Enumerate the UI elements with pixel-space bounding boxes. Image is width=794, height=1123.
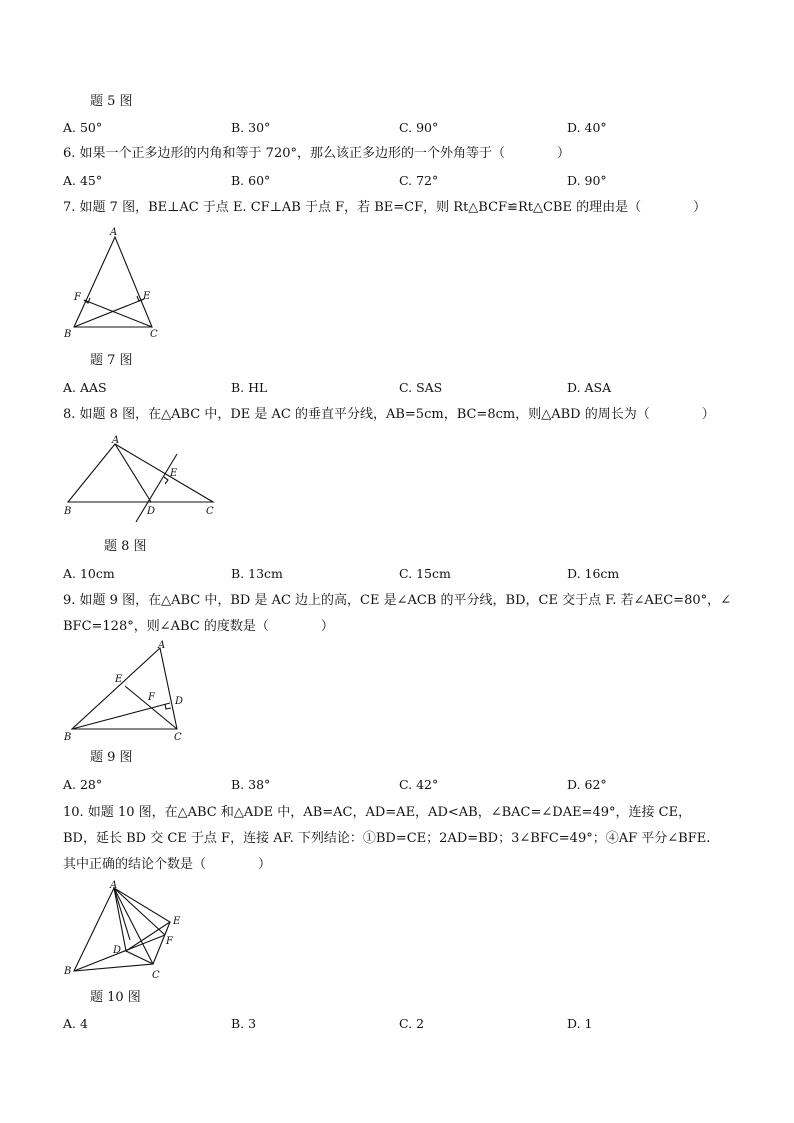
q9-label-b: B — [64, 732, 72, 743]
q9-option-b: B. 38° — [231, 777, 271, 792]
q10-label-e: E — [173, 916, 181, 927]
q9-option-c: C. 42° — [399, 777, 439, 792]
q8-figure-caption: 题 8 图 — [104, 539, 147, 554]
q7-segment-cf — [84, 300, 152, 327]
q8-label-e: E — [170, 468, 178, 479]
q8-segment-ad — [115, 444, 151, 502]
q10-option-b: B. 3 — [231, 1016, 257, 1031]
q10-option-c: C. 2 — [399, 1016, 425, 1031]
q7-label-b: B — [64, 329, 72, 340]
q6-option-d: D. 90° — [567, 173, 607, 188]
q7-figure-caption: 题 7 图 — [90, 353, 133, 368]
q5-option-c: C. 90° — [399, 120, 439, 135]
q9-option-d: D. 62° — [567, 777, 607, 792]
q7-label-c: C — [150, 329, 158, 340]
q8-option-a: A. 10cm — [63, 566, 115, 581]
q10-question-text-line2: BD，延长 BD 交 CE 于点 F，连接 AF. 下列结论：①BD=CE；2AD=BD；3∠BFC=49°；④AF 平分∠BFE. — [63, 831, 711, 846]
q9-triangle-figure — [60, 640, 195, 745]
q10-label-f: F — [166, 936, 173, 947]
q9-question-text-line2: BFC=128°，则∠ABC 的度数是（ ） — [63, 619, 334, 634]
q8-question-text: 8. 如题 8 图，在△ABC 中，DE 是 AC 的垂直平分线，AB=5cm，BC=8cm，则△ABD 的周长为（ ） — [63, 407, 715, 422]
q8-label-a: A — [112, 435, 120, 446]
q6-question-text: 6. 如果一个正多边形的内角和等于 720°，那么该正多边形的一个外角等于（ ） — [63, 146, 570, 161]
q8-option-b: B. 13cm — [231, 566, 283, 581]
q7-question-text: 7. 如题 7 图，BE⊥AC 于点 E. CF⊥AB 于点 F，若 BE=CF，则 Rt△BCF≌Rt△CBE 的理由是（ ） — [63, 200, 707, 215]
q5-figure-caption: 题 5 图 — [90, 94, 133, 109]
q7-label-f: F — [74, 292, 81, 303]
q7-label-a: A — [110, 227, 118, 238]
q8-option-c: C. 15cm — [399, 566, 451, 581]
q8-triangle-figure — [60, 432, 225, 527]
q10-figure-caption: 题 10 图 — [90, 990, 141, 1005]
q5-option-a: A. 50° — [63, 120, 103, 135]
q9-label-d: D — [175, 696, 184, 707]
q8-label-c: C — [206, 506, 214, 517]
q10-triangles-figure — [60, 878, 195, 988]
q9-question-text-line1: 9. 如题 9 图，在△ABC 中，BD 是 AC 边上的高，CE 是∠ACB 的平分线，BD，CE 交于点 F. 若∠AEC=80°，∠ — [63, 593, 732, 608]
q9-triangle-abc — [72, 648, 177, 729]
q9-label-a: A — [158, 640, 166, 651]
q5-option-d: D. 40° — [567, 120, 607, 135]
q8-option-d: D. 16cm — [567, 566, 620, 581]
q10-option-a: A. 4 — [63, 1016, 88, 1031]
q9-figure-caption: 题 9 图 — [90, 750, 133, 765]
q7-option-c: C. SAS — [399, 380, 443, 395]
q7-option-a: A. AAS — [63, 380, 107, 395]
q9-label-c: C — [174, 732, 182, 743]
q9-option-a: A. 28° — [63, 777, 103, 792]
q10-label-b: B — [64, 966, 72, 977]
q9-label-e: E — [115, 674, 123, 685]
q10-label-a: A — [110, 880, 118, 891]
q10-question-text-line3: 其中正确的结论个数是（ ） — [63, 857, 272, 872]
q9-label-f: F — [148, 692, 155, 703]
q8-label-d: D — [147, 506, 156, 517]
q5-option-b: B. 30° — [231, 120, 271, 135]
q6-option-b: B. 60° — [231, 173, 271, 188]
q10-question-text-line1: 10. 如题 10 图，在△ABC 和△ADE 中，AB=AC，AD=AE，AD<AB，∠BAC=∠DAE=49°，连接 CE， — [63, 805, 692, 820]
q7-option-b: B. HL — [231, 380, 268, 395]
q8-triangle-abc — [68, 444, 213, 502]
q7-triangle-abc — [74, 237, 152, 327]
q9-right-angle-d — [165, 704, 171, 709]
q8-label-b: B — [64, 506, 72, 517]
q6-option-c: C. 72° — [399, 173, 439, 188]
q10-option-d: D. 1 — [567, 1016, 593, 1031]
q8-right-angle-e — [164, 477, 168, 484]
q7-label-e: E — [143, 291, 151, 302]
q10-label-d: D — [113, 945, 122, 956]
q7-option-d: D. ASA — [567, 380, 612, 395]
q10-label-c: C — [152, 970, 160, 981]
q7-triangle-figure — [60, 225, 170, 343]
q10-segment-dc — [126, 951, 153, 964]
q6-option-a: A. 45° — [63, 173, 103, 188]
